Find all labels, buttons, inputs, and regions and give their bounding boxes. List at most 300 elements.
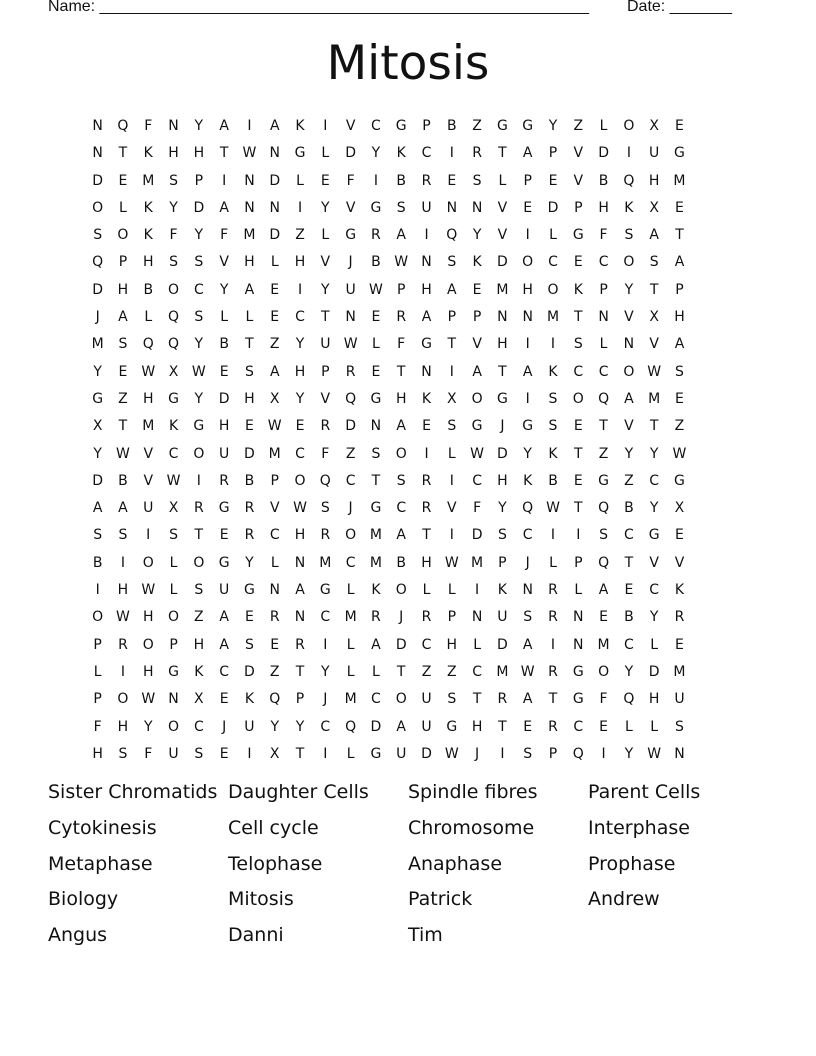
grid-letter: A (371, 636, 381, 653)
word-bank-row (48, 850, 788, 886)
grid-letter: N (269, 199, 280, 216)
grid-letter: E (371, 363, 381, 380)
grid-letter: H (471, 718, 483, 735)
grid-letter: F (144, 745, 153, 762)
grid-letter: W (394, 254, 409, 271)
grid-letter: A (219, 199, 229, 216)
grid-letter: H (142, 390, 154, 407)
grid-letter: B (624, 500, 634, 517)
grid-letter: W (116, 609, 130, 626)
grid-letter: O (395, 582, 407, 599)
grid-letter: O (294, 472, 306, 489)
grid-letter: T (472, 691, 482, 708)
grid-letter: H (598, 199, 609, 216)
grid-letter: M (142, 418, 155, 435)
word-bank-item: Patrick (408, 888, 473, 911)
grid-letter: C (598, 254, 609, 271)
grid-letter: I (323, 636, 328, 653)
grid-letter: I (449, 527, 454, 544)
grid-letter: S (194, 309, 204, 326)
grid-letter: Z (295, 227, 305, 244)
grid-letter: G (370, 500, 382, 517)
grid-letter: R (421, 500, 432, 517)
grid-letter: S (599, 527, 609, 544)
grid-letter: M (319, 554, 332, 571)
grid-letter: O (547, 281, 559, 298)
grid-row (85, 277, 692, 304)
grid-letter: D (547, 199, 559, 216)
grid-letter: L (650, 636, 659, 653)
grid-letter: Y (219, 281, 229, 298)
grid-letter: G (244, 582, 255, 599)
grid-letter: X (649, 309, 659, 326)
grid-letter: I (120, 663, 126, 680)
grid-letter: L (346, 636, 355, 653)
grid-letter: W (343, 336, 358, 353)
word-bank-row (48, 885, 788, 921)
grid-letter: L (321, 227, 330, 244)
grid-letter: H (142, 609, 154, 626)
grid-letter: S (93, 527, 103, 544)
grid-letter: C (345, 554, 356, 571)
grid-letter: D (193, 199, 205, 216)
grid-letter: V (573, 172, 584, 189)
grid-letter: J (348, 254, 353, 271)
grid-letter: V (674, 554, 685, 571)
grid-letter: E (573, 254, 583, 271)
grid-letter: Z (194, 609, 204, 626)
grid-letter: A (472, 363, 482, 380)
grid-letter: X (649, 199, 659, 216)
grid-letter: O (623, 363, 635, 380)
grid-letter: J (500, 418, 505, 435)
grid-letter: K (295, 118, 305, 134)
grid-letter: S (194, 745, 204, 762)
grid-letter: I (373, 172, 378, 189)
grid-letter: O (168, 609, 180, 626)
grid-letter: D (269, 172, 281, 189)
grid-letter: R (371, 227, 381, 244)
grid-letter: N (471, 199, 483, 216)
word-bank (48, 778, 788, 957)
grid-letter: O (572, 390, 584, 407)
word-bank-row (48, 778, 788, 814)
grid-letter: S (573, 336, 583, 353)
grid-letter: W (520, 663, 535, 680)
grid-letter: C (295, 309, 305, 326)
grid-row (85, 168, 692, 195)
grid-letter: S (447, 418, 457, 435)
grid-letter: P (422, 118, 431, 134)
grid-letter: B (219, 336, 229, 353)
word-bank-item: Telophase (228, 852, 323, 875)
grid-letter: I (550, 636, 556, 653)
grid-letter: R (472, 145, 482, 162)
grid-letter: M (91, 336, 104, 353)
grid-letter: T (371, 472, 381, 489)
grid-letter: Q (446, 227, 458, 244)
grid-letter: K (523, 472, 533, 489)
grid-row (85, 468, 692, 495)
grid-letter: Y (194, 336, 204, 353)
grid-letter: E (245, 609, 254, 626)
grid-letter: C (345, 472, 356, 489)
grid-letter: V (573, 145, 584, 162)
grid-letter: E (219, 691, 229, 708)
grid-letter: P (599, 281, 608, 298)
grid-letter: U (219, 445, 230, 462)
grid-letter: I (525, 227, 530, 244)
grid-letter: D (218, 390, 230, 407)
grid-letter: C (371, 118, 381, 134)
grid-row (85, 686, 692, 713)
grid-letter: B (624, 609, 634, 626)
grid-letter: E (245, 418, 254, 435)
grid-letter: J (348, 500, 353, 517)
grid-letter: G (370, 199, 382, 216)
grid-letter: N (497, 309, 508, 326)
grid-letter: G (421, 336, 432, 353)
grid-letter: S (320, 500, 330, 517)
grid-letter: R (118, 636, 128, 653)
grid-letter: D (370, 718, 382, 735)
grid-letter: Y (548, 118, 558, 134)
grid-letter: O (168, 281, 180, 298)
grid-letter: G (193, 418, 205, 435)
grid-letter: C (193, 718, 204, 735)
grid-letter: O (345, 527, 357, 544)
word-bank-item: Prophase (588, 852, 676, 875)
grid-letter: E (573, 472, 583, 489)
grid-letter: A (219, 609, 229, 626)
grid-letter: F (599, 227, 608, 244)
grid-letter: L (549, 554, 557, 571)
grid-letter: Y (624, 663, 634, 680)
grid-letter: V (269, 500, 280, 517)
grid-letter: R (674, 609, 685, 626)
grid-row (85, 359, 692, 386)
grid-letter: P (396, 281, 406, 298)
grid-letter: N (370, 418, 382, 435)
grid-letter: H (674, 309, 685, 326)
grid-letter: F (144, 118, 153, 134)
grid-letter: R (548, 718, 558, 735)
grid-letter: I (222, 172, 227, 189)
grid-letter: T (574, 500, 583, 517)
grid-letter: N (598, 309, 609, 326)
grid-letter: O (193, 445, 205, 462)
grid-letter: V (320, 390, 331, 407)
grid-letter: D (471, 527, 483, 544)
grid-letter: Y (245, 554, 254, 571)
grid-letter: I (196, 472, 201, 489)
grid-letter: L (346, 663, 355, 680)
grid-letter: C (472, 663, 482, 680)
grid-letter: G (168, 390, 179, 407)
grid-letter: U (649, 145, 660, 162)
grid-letter: E (599, 718, 609, 735)
grid-letter: A (624, 390, 634, 407)
grid-letter: R (320, 418, 331, 435)
grid-letter: C (421, 145, 432, 162)
grid-letter: T (321, 309, 330, 326)
grid-letter: K (624, 199, 634, 216)
grid-letter: T (396, 663, 406, 680)
grid-letter: Z (118, 390, 128, 407)
grid-letter: T (675, 227, 684, 244)
grid-letter: Z (269, 336, 280, 353)
grid-letter: L (422, 582, 431, 599)
grid-letter: G (598, 472, 610, 489)
grid-letter: A (447, 281, 457, 298)
grid-letter: H (421, 281, 432, 298)
grid-letter: M (471, 554, 484, 571)
grid-letter: G (572, 691, 584, 708)
grid-letter: H (395, 390, 407, 407)
grid-letter: S (118, 527, 128, 544)
grid-letter: R (497, 691, 508, 708)
grid-row (85, 441, 692, 468)
grid-letter: A (295, 582, 305, 599)
grid-letter: P (169, 636, 178, 653)
grid-letter: I (297, 199, 303, 216)
grid-letter: M (369, 554, 382, 571)
grid-letter: X (168, 363, 179, 380)
grid-letter: S (169, 172, 178, 189)
grid-letter: E (675, 199, 684, 216)
grid-letter: N (421, 363, 432, 380)
grid-letter: I (247, 745, 252, 762)
grid-letter: S (447, 691, 457, 708)
grid-letter: C (168, 445, 179, 462)
grid-letter: N (269, 582, 280, 599)
grid-letter: K (421, 390, 432, 407)
grid-letter: A (522, 145, 533, 162)
grid-letter: L (119, 199, 127, 216)
grid-letter: T (295, 663, 305, 680)
word-bank-item: Cytokinesis (48, 816, 157, 839)
grid-letter: Q (522, 500, 534, 517)
grid-letter: S (523, 745, 533, 762)
grid-letter: E (219, 363, 229, 380)
grid-letter: E (675, 527, 684, 544)
grid-letter: A (219, 118, 229, 134)
grid-letter: Z (674, 418, 685, 435)
grid-letter: C (193, 281, 204, 298)
grid-letter: I (424, 445, 429, 462)
grid-row (85, 741, 692, 768)
grid-letter: L (296, 172, 304, 189)
grid-letter: S (497, 527, 507, 544)
grid-letter: E (371, 309, 381, 326)
grid-letter: G (522, 118, 534, 134)
grid-letter: Y (194, 227, 204, 244)
grid-letter: S (169, 254, 178, 271)
word-bank-item: Chromosome (408, 816, 535, 839)
grid-letter: Y (624, 745, 634, 762)
grid-letter: P (548, 745, 558, 762)
grid-letter: F (473, 500, 482, 517)
grid-letter: A (118, 309, 128, 326)
grid-letter: S (169, 527, 178, 544)
grid-letter: Y (498, 500, 507, 517)
grid-letter: V (219, 254, 229, 271)
grid-letter: W (242, 145, 257, 162)
grid-letter: M (142, 172, 155, 189)
grid-letter: H (117, 582, 129, 599)
grid-letter: A (522, 691, 533, 708)
grid-letter: G (446, 718, 458, 735)
grid-letter: P (93, 636, 102, 653)
grid-letter: L (270, 254, 279, 271)
grid-letter: W (116, 445, 130, 462)
grid-letter: G (218, 554, 230, 571)
grid-letter: E (675, 636, 684, 653)
grid-letter: L (447, 445, 456, 462)
grid-letter: U (143, 500, 154, 517)
grid-letter: Q (598, 500, 610, 517)
grid-letter: Z (472, 118, 482, 134)
date-field-label: Date: _______ (627, 0, 732, 15)
grid-letter: P (118, 254, 128, 271)
grid-letter: P (472, 309, 482, 326)
grid-letter: N (168, 691, 179, 708)
grid-letter: U (219, 582, 230, 599)
grid-row (85, 632, 692, 659)
grid-letter: J (222, 718, 227, 735)
grid-letter: N (294, 609, 306, 626)
grid-letter: P (574, 554, 583, 571)
grid-letter: R (421, 472, 432, 489)
word-bank-item: Sister Chromatids (48, 781, 218, 803)
grid-letter: A (244, 281, 255, 298)
grid-letter: A (396, 227, 406, 244)
grid-letter: R (548, 663, 558, 680)
grid-letter: E (270, 636, 280, 653)
grid-letter: R (421, 172, 432, 189)
grid-letter: M (673, 172, 686, 189)
grid-letter: I (576, 527, 581, 544)
grid-letter: F (346, 172, 355, 189)
grid-letter: Y (93, 445, 102, 462)
word-bank-item: Interphase (588, 816, 690, 839)
grid-letter: O (623, 254, 635, 271)
grid-letter: T (548, 691, 558, 708)
word-bank-item: Anaphase (408, 852, 503, 875)
grid-letter: D (269, 227, 281, 244)
grid-letter: C (219, 663, 230, 680)
grid-letter: H (193, 145, 205, 162)
grid-letter: I (525, 390, 530, 407)
grid-letter: I (626, 145, 631, 162)
grid-letter: R (269, 609, 280, 626)
grid-letter: B (598, 172, 609, 189)
grid-letter: J (399, 609, 404, 626)
grid-letter: H (218, 418, 230, 435)
grid-letter: I (525, 336, 530, 353)
grid-letter: S (194, 582, 204, 599)
grid-letter: N (345, 309, 356, 326)
grid-letter: P (548, 145, 558, 162)
grid-letter: L (144, 309, 153, 326)
grid-letter: P (498, 554, 507, 571)
grid-letter: N (446, 199, 458, 216)
grid-letter: Y (649, 609, 659, 626)
grid-letter: V (497, 227, 508, 244)
grid-letter: X (168, 500, 179, 517)
grid-letter: H (497, 336, 508, 353)
grid-letter: E (118, 363, 128, 380)
grid-letter: C (320, 609, 331, 626)
grid-letter: C (421, 636, 432, 653)
grid-letter: S (244, 636, 254, 653)
grid-letter: G (522, 418, 534, 435)
grid-letter: H (117, 281, 129, 298)
grid-letter: T (498, 718, 507, 735)
grid-row (85, 386, 692, 413)
grid-letter: T (219, 145, 229, 162)
grid-letter: I (475, 582, 480, 599)
grid-letter: Q (623, 172, 635, 189)
grid-letter: L (599, 336, 608, 353)
grid-letter: R (548, 609, 558, 626)
grid-letter: Q (623, 691, 635, 708)
grid-letter: L (245, 309, 254, 326)
grid-letter: S (675, 718, 684, 735)
grid-letter: A (522, 636, 533, 653)
grid-letter: P (321, 363, 330, 380)
grid-letter: I (500, 745, 505, 762)
grid-letter: L (346, 745, 355, 762)
grid-letter: E (599, 609, 609, 626)
grid-letter: A (219, 636, 229, 653)
grid-letter: G (370, 745, 382, 762)
grid-letter: I (449, 472, 454, 489)
grid-letter: P (447, 309, 457, 326)
grid-letter: U (396, 745, 407, 762)
grid-letter: U (674, 691, 685, 708)
grid-letter: M (344, 691, 357, 708)
grid-letter: V (472, 336, 482, 353)
grid-letter: E (118, 172, 128, 189)
grid-letter: A (269, 363, 280, 380)
grid-letter: P (447, 609, 457, 626)
grid-letter: E (219, 527, 229, 544)
grid-letter: E (523, 199, 533, 216)
grid-letter: G (294, 145, 306, 162)
grid-letter: W (546, 500, 560, 517)
grid-letter: E (422, 418, 431, 435)
grid-letter: E (523, 718, 533, 735)
grid-letter: Y (194, 390, 204, 407)
grid-letter: U (320, 336, 331, 353)
grid-letter: S (548, 390, 558, 407)
grid-letter: R (548, 582, 558, 599)
grid-letter: T (422, 527, 431, 544)
grid-letter: E (548, 172, 558, 189)
grid-row (85, 495, 692, 522)
grid-letter: G (572, 227, 584, 244)
grid-letter: Y (371, 145, 381, 162)
grid-letter: L (650, 718, 659, 735)
grid-letter: W (444, 745, 459, 762)
grid-letter: I (323, 118, 328, 134)
grid-letter: H (421, 554, 432, 571)
grid-letter: D (421, 745, 432, 762)
grid-letter: J (475, 745, 480, 762)
grid-letter: P (194, 172, 204, 189)
grid-letter: Y (624, 281, 634, 298)
